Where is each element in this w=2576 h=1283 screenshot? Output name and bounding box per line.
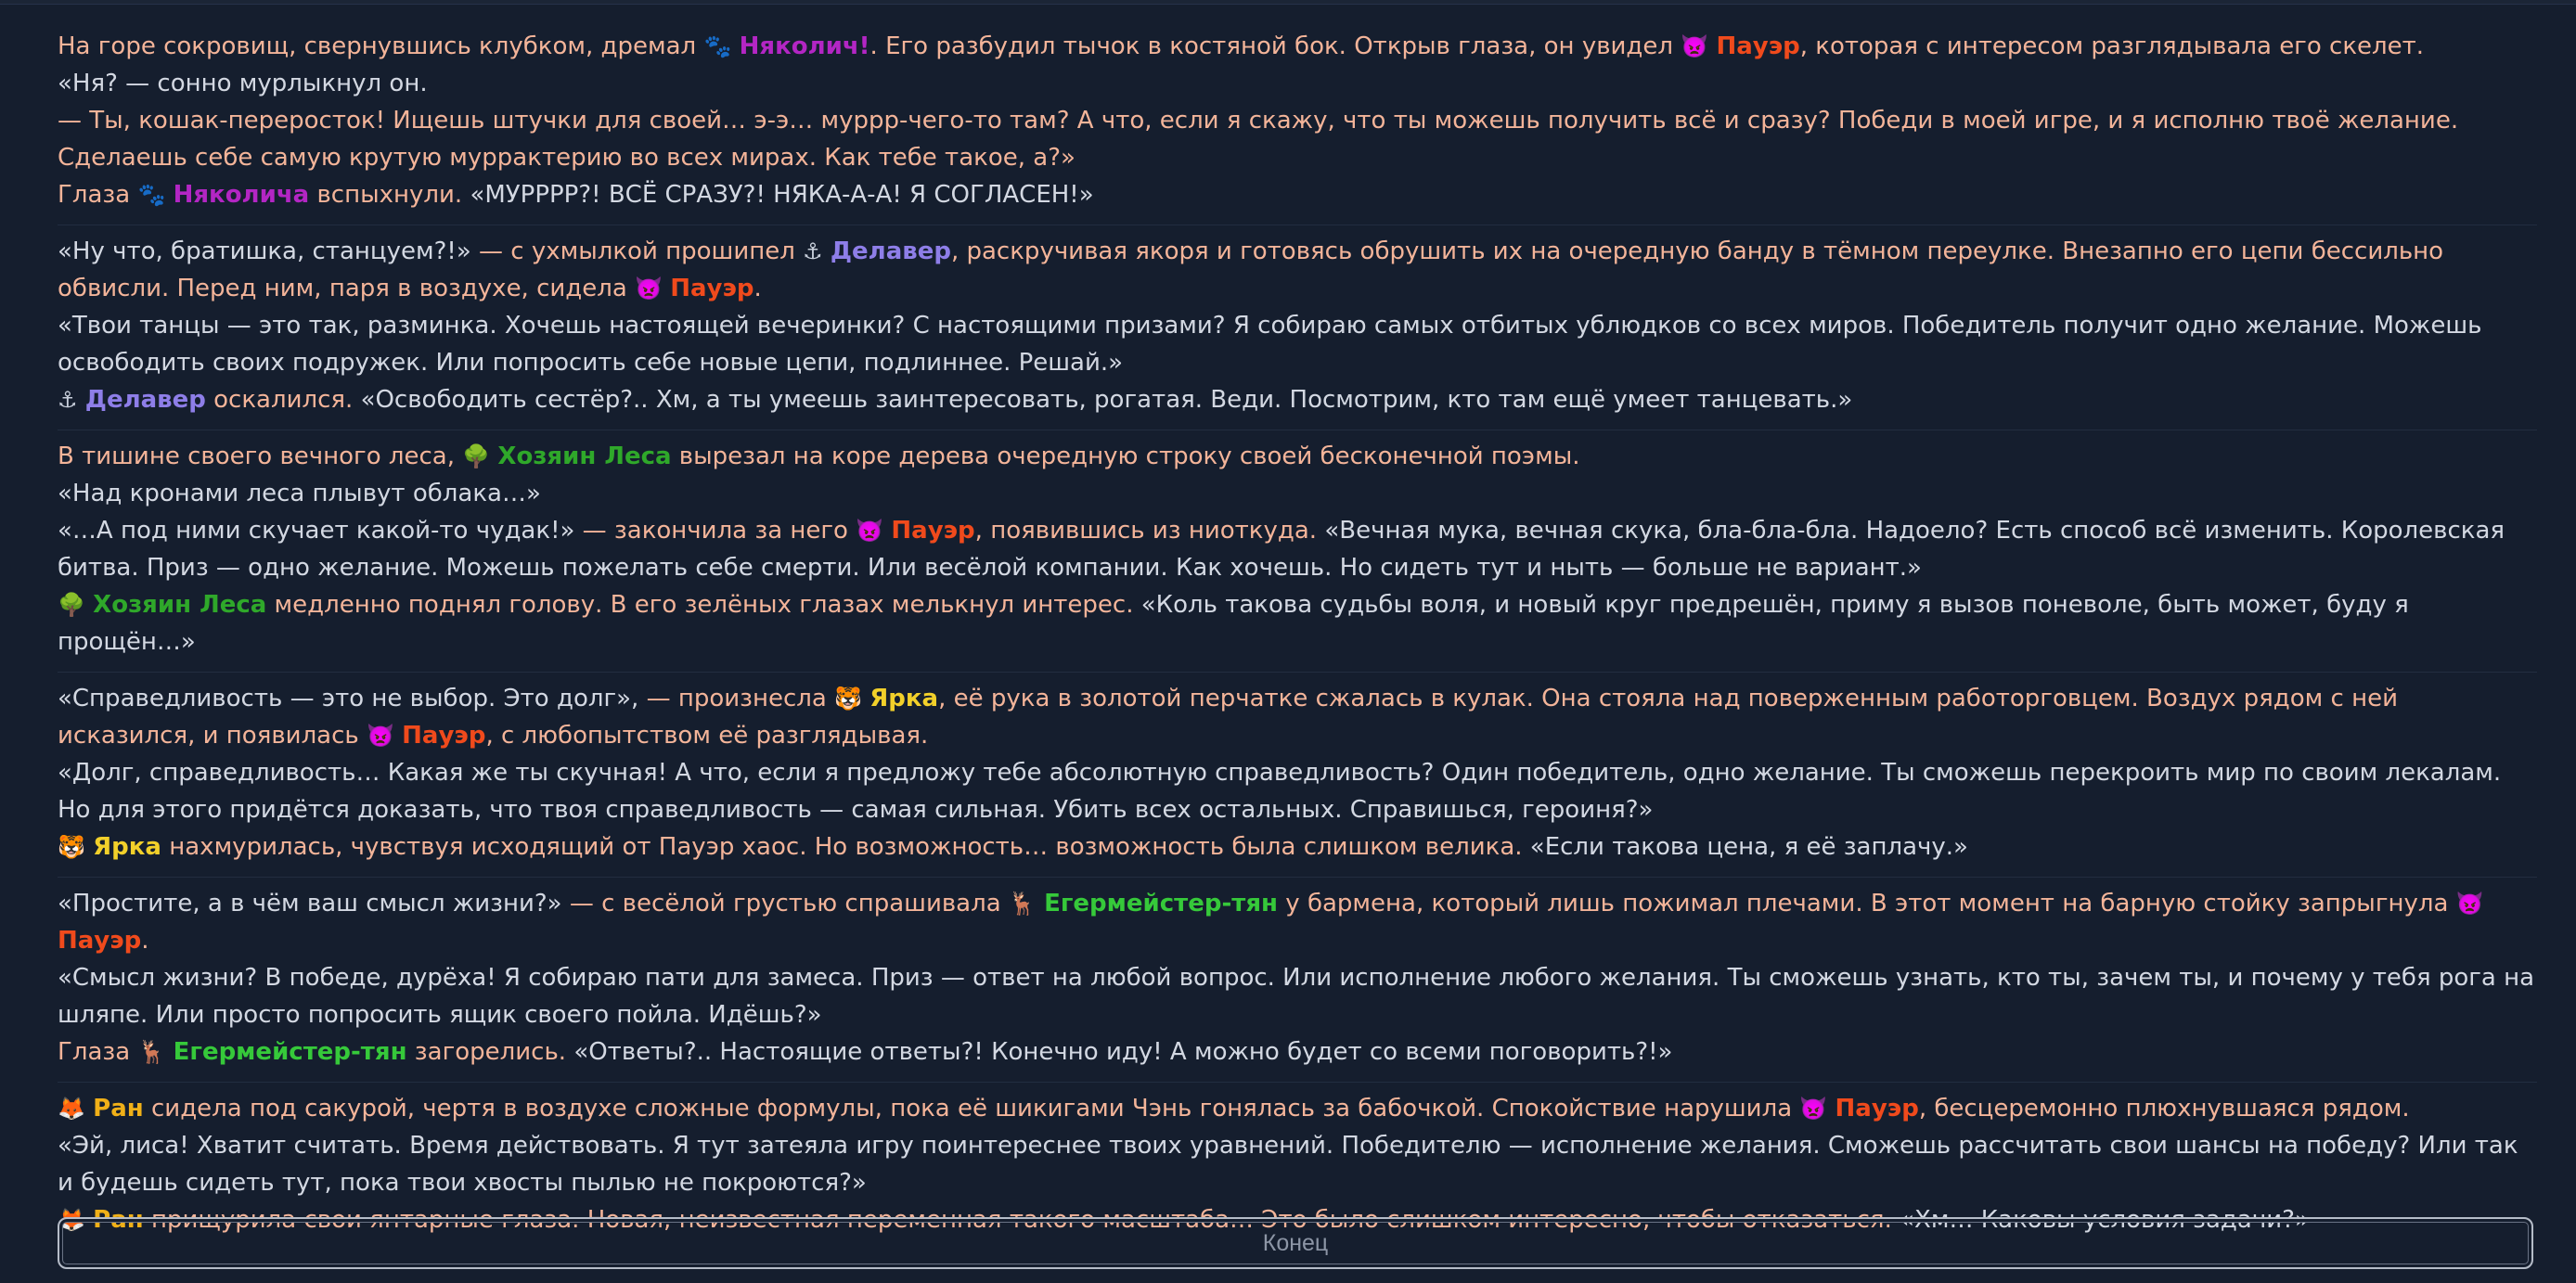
dialogue-line: «…А под ними скучает какой-то чудак!» — закончила за него 👿 Пауэр, появившись из ниоткуда. «Вечная мука, вечная скука, бла-бла-бла. Надоело? Есть способ всё изменить. Королевская битва. Приз — одно желание. Можешь пожелать себе смерти. Или весёлой компании. Как хочешь. Но сидеть тут и ныть — больше не вариант.» xyxy=(58,517,2505,582)
devil-icon: 👿 xyxy=(1799,1096,1828,1122)
episode-delaver xyxy=(58,225,2537,430)
character-name-power: Пауэр xyxy=(58,927,142,955)
character-name-yarka: Ярка xyxy=(93,833,161,861)
character-name-hozyain: Хозяин Леса xyxy=(93,591,267,619)
tiger-icon: 🐯 xyxy=(58,834,85,860)
character-name-ran: Ран xyxy=(93,1095,144,1123)
dialogue-line: — Ты, кошак-переросток! Ищешь штучки для своей… э-э… муррр-чего-то там? А что, если я скажу, что ты можешь получить всё и сразу? Победи в моей игре, и я исполню твоё желание. Сделаешь себе самую крутую муррактерию во всех мирах. Как тебе такое, а?» xyxy=(58,107,2459,172)
anchor-icon: ⚓ xyxy=(58,387,78,413)
character-name-hozyain: Хозяин Леса xyxy=(497,443,672,470)
narration-line: На горе сокровищ, свернувшись клубком, дремал 🐾 Няколич!. Его разбудил тычок в костяной бок. Открыв глаза, он увидел 👿 Пауэр, которая с интересом разглядывала его скелет. xyxy=(58,32,2425,60)
character-name-power: Пауэр xyxy=(891,517,975,545)
character-name-yarka: Ярка xyxy=(869,685,939,712)
narration-line: «Ну что, братишка, станцуем?!» — с ухмылкой прошипел ⚓ Делавер, раскручивая якоря и готовясь обрушить их на очередную банду в тёмном переулке. Внезапно его цепи бессильно обвисли. Перед ним, паря в воздухе, сидела 👿 Пауэр. xyxy=(58,237,2444,302)
dialogue-line: «Твои танцы — это так, разминка. Хочешь настоящей вечеринки? С настоящими призами? Я собираю самых отбитых ублюдков со всех миров. Победитель получит одно желание. Можешь освободить своих подружек. Или попросить себе новые цепи, подлиннее. Решай.» xyxy=(58,312,2482,377)
character-name-delaver: Делавер xyxy=(830,237,951,265)
character-name-power: Пауэр xyxy=(670,275,754,302)
tree-icon: 🌳 xyxy=(58,592,85,618)
dialogue-line: «Эй, лиса! Хватит считать. Время действовать. Я тут затеяла игру поинтереснее твоих уравнений. Победителю — исполнение желания. Сможешь рассчитать свои шансы на победу? Или так и будешь сидеть тут, пока твои хвосты пылью не покроются?» xyxy=(58,1132,2518,1197)
dialogue-line: «Смысл жизни? В победе, дурёха! Я собираю пати для замеса. Приз — ответ на любой вопрос. Или исполнение любого желания. Ты сможешь узнать, кто ты, зачем ты, и почему у тебя рога на шляпе. Или просто попросить ящик своего пойла. Идёшь?» xyxy=(58,964,2535,1029)
anchor-icon: ⚓ xyxy=(803,238,823,264)
end-button[interactable]: Конец xyxy=(58,1217,2533,1269)
narration-line: Глаза 🦌 Егермейстер-тян загорелись. «Ответы?.. Настоящие ответы?! Конечно иду! А можно будет со всеми поговорить?!» xyxy=(58,1038,1673,1066)
fox-icon: 🦊 xyxy=(58,1207,85,1233)
narration-line: 🦊 Ран сидела под сакурой, чертя в воздухе сложные формулы, пока её шикигами Чэнь гонялась за бабочкой. Спокойствие нарушила 👿 Пауэр, бесцеремонно плюхнувшаяся рядом. xyxy=(58,1095,2410,1123)
character-name-nyakolich: Няколича xyxy=(173,181,310,209)
narration-line: 🌳 Хозяин Леса медленно поднял голову. В его зелёных глазах мелькнул интерес. «Коль такова судьбы воля, и новый круг предрешён, приму я вызов поневоле, быть может, буду я прощён…» xyxy=(58,591,2409,656)
deer-icon: 🦌 xyxy=(1008,891,1037,917)
devil-icon: 👿 xyxy=(635,276,663,302)
narration-line: В тишине своего вечного леса, 🌳 Хозяин Леса вырезал на коре дерева очередную строку своей бесконечной поэмы. xyxy=(58,443,1580,470)
top-divider xyxy=(0,0,2576,5)
tree-icon: 🌳 xyxy=(462,443,491,469)
character-name-ran: Ран xyxy=(93,1206,144,1234)
narration-line: «Простите, а в чём ваш смысл жизни?» — с весёлой грустью спрашивала 🦌 Егермейстер-тян у бармена, который лишь пожимал плечами. В этот момент на барную стойку запрыгнула 👿 Пауэр. xyxy=(58,890,2484,955)
episode-hozyain-lesa xyxy=(58,430,2537,673)
narration-line: ⚓ Делавер оскалился. «Освободить сестёр?.. Хм, а ты умеешь заинтересовать, рогатая. Веди. Посмотрим, кто там ещё умеет танцевать.» xyxy=(58,386,1853,414)
episode-nyakolich xyxy=(58,20,2537,225)
narration-line: 🦊 Ран прищурила свои янтарные глаза. Новая, неизвестная переменная такого масштаба… Это было слишком интересно, чтобы отказаться. «Хм… Каковы условия задачи?» xyxy=(58,1206,2310,1234)
character-name-power: Пауэр xyxy=(1716,32,1800,60)
dialogue-line: «Ня? — сонно мурлыкнул он. xyxy=(58,70,428,97)
character-name-nyakolich: Няколич! xyxy=(739,32,870,60)
character-name-power: Пауэр xyxy=(402,722,486,750)
deer-icon: 🦌 xyxy=(137,1039,166,1065)
narration-line: 🐯 Ярка нахмурилась, чувствуя исходящий от Пауэр хаос. Но возможность… возможность была слишком велика. «Если такова цена, я её заплачу.» xyxy=(58,833,1968,861)
paw-icon: 🐾 xyxy=(137,182,166,208)
tiger-icon: 🐯 xyxy=(834,686,862,712)
devil-icon: 👿 xyxy=(367,723,394,749)
narration-line: Глаза 🐾 Няколича вспыхнули. «МУРРРР?! ВСЁ СРАЗУ?! НЯКА-А-А! Я СОГЛАСЕН!» xyxy=(58,181,1094,209)
devil-icon: 👿 xyxy=(856,518,884,544)
paw-icon: 🐾 xyxy=(703,33,732,59)
character-name-eger: Егермейстер-тян xyxy=(1044,890,1279,917)
character-name-eger: Егермейстер-тян xyxy=(173,1038,407,1066)
devil-icon: 👿 xyxy=(1681,33,1709,59)
character-name-power: Пауэр xyxy=(1835,1095,1919,1123)
episode-egermeister xyxy=(58,878,2537,1083)
devil-icon: 👿 xyxy=(2455,891,2484,917)
dialogue-line: «Долг, справедливость… Какая же ты скучная! А что, если я предложу тебе абсолютную справедливость? Один победитель, одно желание. Ты сможешь перекроить мир по своим лекалам. Но для этого придётся доказать, что твоя справедливость — самая сильная. Убить всех остальных. Справишься, героиня?» xyxy=(58,759,2502,824)
episode-yarka xyxy=(58,673,2537,878)
fox-icon: 🦊 xyxy=(58,1096,85,1122)
narration-line: «Справедливость — это не выбор. Это долг», — произнесла 🐯 Ярка, её рука в золотой перчатке сжалась в кулак. Она стояла над поверженным работорговцем. Воздух рядом с ней исказился, и появилась 👿 Пауэр, с любопытством её разглядывая. xyxy=(58,685,2398,750)
dialogue-line: «Над кронами леса плывут облака…» xyxy=(58,480,541,507)
character-name-delaver: Делавер xyxy=(84,386,206,414)
